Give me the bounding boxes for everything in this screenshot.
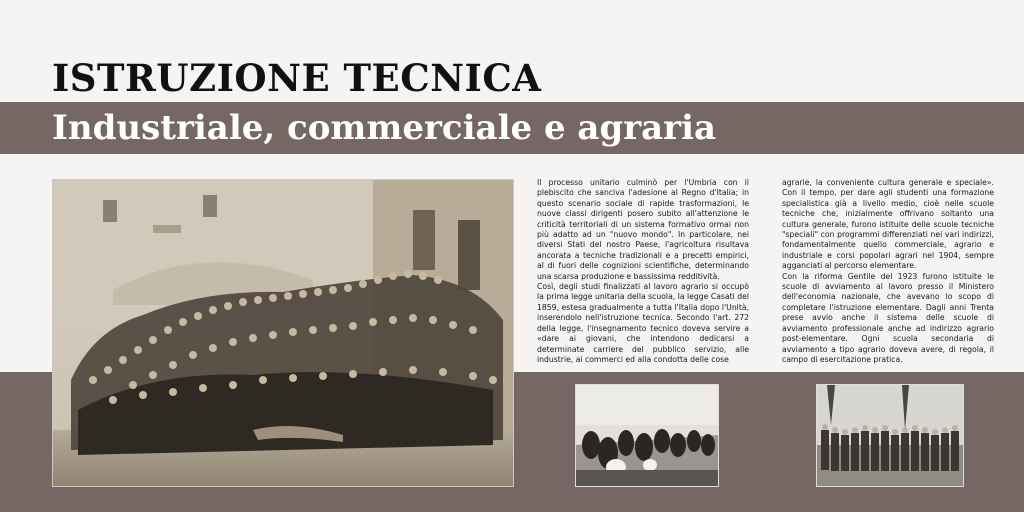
paragraph: agrarie, la conveniente cultura generale e speciale». Con il tempo, per dare agli studenti una formazione specialistica già a livello medio, cioè nelle scuole tecniche che, inizialmente offrivano soltanto una cultura generale, furono istituite delle scuole tecniche "speciali" con programmi differenziati nei vari indirizzi, fondamentalmente quello commerciale, agrario e industriale e corsi popolari agrari nel 1904, sempre agganciati al percorso elementare. <box>782 178 994 271</box>
page-subtitle: Industriale, commerciale e agraria <box>52 108 717 148</box>
paragraph: Con la riforma Gentile del 1923 furono istituite le scuole di avviamento al lavoro presso il Ministero dell'economia nazionale, che avevano lo scopo di completare l'istruzione elementare. Dagli anni Trenta prese avvio anche il sistema delle scuole di avviamento professionale anche ad indirizzo agrario post-elementare. Ogni scuola secondaria di avviamento a tipo agrario doveva avere, di regola, il campo di esercitazione pratica. <box>782 271 994 364</box>
text-column-2 <box>782 178 994 365</box>
paragraph: Il processo unitario culminò per l'Umbria con il plebiscito che sanciva l'adesione al Regno d'Italia; in questo scenario sociale di rapide trasformazioni, le nuove classi dirigenti posero subito all'attenzione le criticità territoriali di un sistema formativo ormai non più adatto ad un "nuovo mondo". In particolare, nei diversi Stati del nostro Paese, l'agricoltura risultava ancorata a tecniche tradizionali e a precetti empirici, al di fuori delle cognizioni scientifiche, determinando una scarsa produzione e bassissima redditività. <box>537 178 749 281</box>
classroom-photo <box>575 384 719 487</box>
paragraph: Così, degli studi finalizzati al lavoro agrario si occupò la prima legge unitaria della scuola, la legge Casati del 1859, estesa gradualmente a tutta l'Italia dopo l'Unità, inserendolo nell'istruzione tecnica. Secondo l'art. 272 della legge, l'insegnamento tecnico doveva servire a «dare ai giovani, che intendono dedicarsi a determinate carriere del pubblico servizio, alle industrie, ai commerci ed alla condotta delle cose <box>537 282 749 364</box>
text-column-1 <box>537 178 749 365</box>
page-title: ISTRUZIONE TECNICA <box>52 56 542 100</box>
group-photo <box>52 179 514 487</box>
agricultural-group-photo <box>816 384 964 487</box>
